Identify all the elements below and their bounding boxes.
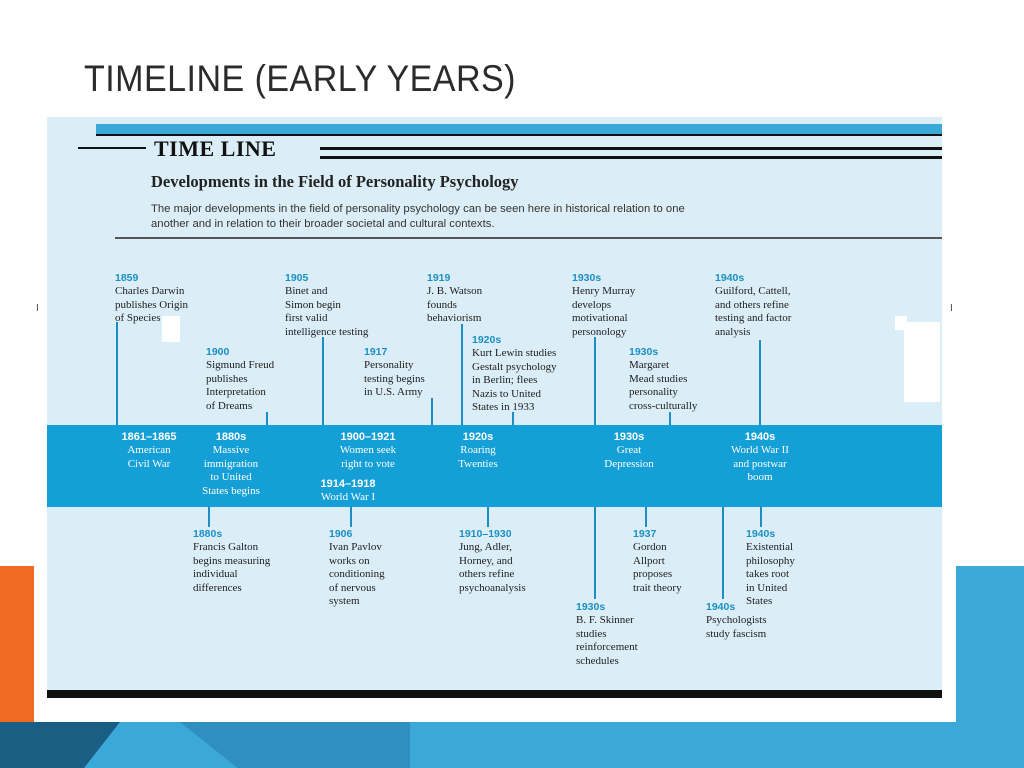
event-year: 1859 [115, 272, 139, 284]
event-text: Charles Darwin publishes Origin of Species [115, 285, 189, 325]
event-1940s-guilford-cattell [715, 272, 791, 339]
event-year: 1880s [215, 431, 247, 443]
event-text: American Civil War [127, 444, 171, 470]
event-text: Existential philosophy takes root in United States [746, 541, 795, 608]
connector-line [322, 337, 324, 425]
band-event-world-war-2 [720, 431, 800, 485]
event-text: Francis Galton begins measuring individual differences [193, 541, 271, 594]
band-event-world-war-1 [312, 478, 384, 505]
heading-rule-right [320, 147, 942, 150]
event-year: 1900 [206, 346, 230, 358]
event-year: 1930s [629, 346, 659, 358]
event-text: Gordon Allport proposes trait theory [633, 541, 682, 594]
event-1920s-lewin [472, 334, 557, 414]
event-text: Binet and Simon begin first valid intelligence testing [285, 285, 369, 338]
figure-subtitle: Developments in the Field of Personality Psychology [151, 172, 519, 191]
event-text: Kurt Lewin studies Gestalt psychology in Berlin; flees Nazis to United States in 1933 [472, 347, 557, 414]
connector-line [594, 337, 596, 425]
connector-line [208, 507, 210, 527]
connector-line [760, 507, 762, 527]
event-1917-army-testing [364, 346, 425, 400]
event-text: Great Depression [604, 444, 654, 470]
event-1910-1930-psychoanalysis [459, 528, 526, 595]
connector-line [487, 507, 489, 527]
event-year: 1930s [576, 601, 606, 613]
event-text: World War II and postwar boom [731, 444, 789, 484]
event-text: Guilford, Cattell, and others refine testing and factor analysis [715, 285, 792, 338]
event-text: Sigmund Freud publishes Interpretation of Dreams [206, 359, 275, 412]
event-year: 1917 [364, 346, 388, 358]
event-year: 1906 [329, 528, 353, 540]
band-event-womens-vote [330, 431, 406, 471]
event-text: Personality testing begins in U.S. Army [364, 359, 425, 399]
event-year: 1920s [472, 334, 502, 346]
event-text: Ivan Pavlov works on conditioning of nervous system [329, 541, 385, 608]
event-year: 1937 [633, 528, 657, 540]
connector-line [350, 507, 352, 527]
event-year: 1930s [572, 272, 602, 284]
event-year: 1914–1918 [320, 478, 376, 490]
event-year: 1861–1865 [121, 431, 177, 443]
connector-line [722, 507, 724, 599]
event-year: 1940s [744, 431, 776, 443]
event-1905-binet-simon [285, 272, 368, 339]
event-year: 1920s [462, 431, 494, 443]
event-1930s-murray [572, 272, 635, 339]
connector-line [266, 412, 268, 425]
event-text: Roaring Twenties [458, 444, 498, 470]
connector-line [594, 507, 596, 599]
event-1930s-skinner [576, 601, 638, 668]
slide-title: TIMELINE (EARLY YEARS) [84, 58, 516, 99]
event-year: 1940s [746, 528, 776, 540]
connector-line [461, 324, 463, 425]
event-year: 1940s [706, 601, 736, 613]
blue-accent-strip-bottom [0, 722, 1024, 768]
image-artifact [162, 316, 180, 342]
connector-line [645, 507, 647, 527]
band-event-civil-war [113, 431, 185, 471]
description-divider [115, 237, 942, 239]
event-1937-allport [633, 528, 682, 595]
connector-line [116, 322, 118, 425]
event-text: Henry Murray develops motivational personology [572, 285, 636, 338]
figure-heading: TIME LINE [148, 136, 282, 162]
connector-line [431, 398, 433, 425]
event-text: B. F. Skinner studies reinforcement schedules [576, 614, 638, 667]
event-1906-pavlov [329, 528, 385, 608]
page-edge-mark-right: I [950, 303, 953, 314]
event-year: 1880s [193, 528, 223, 540]
image-artifact [904, 322, 940, 402]
event-text: Jung, Adler, Horney, and others refine psychoanalysis [459, 541, 526, 594]
band-event-roaring-twenties [448, 431, 508, 471]
event-1880s-galton [193, 528, 270, 595]
event-1930s-mead [629, 346, 697, 413]
event-text: Psychologists study fascism [706, 614, 767, 640]
band-event-immigration [192, 431, 270, 498]
figure-description: The major developments in the field of personality psychology can be seen here in historical relation to one another and in relation to their broader societal and cultural contexts. [151, 203, 685, 230]
band-event-great-depression [598, 431, 660, 471]
page-edge-mark-left: I [36, 303, 39, 314]
header-accent-bar [96, 124, 942, 134]
heading-rule-right-lower [320, 156, 942, 159]
event-year: 1940s [715, 272, 745, 284]
heading-rule-left [78, 147, 146, 149]
event-year: 1905 [285, 272, 309, 284]
connector-line [669, 412, 671, 425]
event-text: Women seek right to vote [339, 444, 397, 470]
connector-line [759, 340, 761, 425]
event-1919-watson [427, 272, 482, 326]
event-1900-freud [206, 346, 274, 413]
event-year: 1910–1930 [459, 528, 512, 540]
event-text: J. B. Watson founds behaviorism [427, 285, 483, 325]
event-text: Massive immigration to United States begins [202, 444, 260, 497]
event-text: Margaret Mead studies personality cross-culturally [629, 359, 698, 412]
event-text: World War I [320, 491, 376, 504]
event-year: 1900–1921 [340, 431, 396, 443]
event-1940s-existentialism [746, 528, 795, 608]
event-year: 1919 [427, 272, 451, 284]
figure-bottom-rule [47, 690, 942, 698]
event-year: 1930s [613, 431, 645, 443]
